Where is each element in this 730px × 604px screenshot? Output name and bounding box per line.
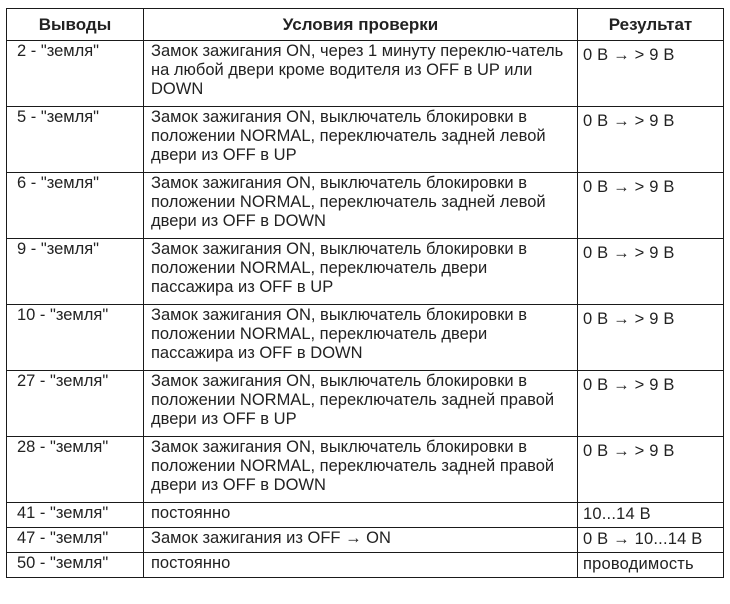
condition-cell: Замок зажигания ON, выключатель блокировки в положении NORMAL, переключатель задней левой двери из OFF в UP [144, 107, 578, 173]
table-row [7, 371, 724, 437]
table-row [7, 107, 724, 173]
pin-cell: 50 - "земля" [7, 553, 144, 578]
table-row [7, 553, 724, 578]
pin-cell: 5 - "земля" [7, 107, 144, 173]
condition-cell: Замок зажигания ON, через 1 минуту переклю-чатель на любой двери кроме водителя из OFF в UP или DOWN [144, 41, 578, 107]
condition-cell: Замок зажигания ON, выключатель блокировки в положении NORMAL, переключатель двери пассажира из OFF в DOWN [144, 305, 578, 371]
pin-cell: 41 - "земля" [7, 503, 144, 528]
result-cell: 0 В → > 9 В [578, 305, 724, 371]
pin-cell: 27 - "земля" [7, 371, 144, 437]
pin-cell: 6 - "земля" [7, 173, 144, 239]
result-cell: 0 В → > 9 В [578, 437, 724, 503]
result-cell: 0 В → > 9 В [578, 239, 724, 305]
condition-cell: Замок зажигания ON, выключатель блокировки в положении NORMAL, переключатель задней правой двери из OFF в DOWN [144, 437, 578, 503]
result-cell: 0 В → > 9 В [578, 107, 724, 173]
pin-cell: 2 - "земля" [7, 41, 144, 107]
table-row [7, 173, 724, 239]
condition-cell: Замок зажигания ON, выключатель блокировки в положении NORMAL, переключатель задней правой двери из OFF в UP [144, 371, 578, 437]
table-row [7, 528, 724, 553]
pin-cell: 9 - "земля" [7, 239, 144, 305]
table-row [7, 437, 724, 503]
result-cell: 0 В → 10...14 В [578, 528, 724, 553]
result-cell: 0 В → > 9 В [578, 41, 724, 107]
pin-cell: 47 - "земля" [7, 528, 144, 553]
condition-cell: Замок зажигания из OFF → ON [144, 528, 578, 553]
result-cell: 0 В → > 9 В [578, 173, 724, 239]
condition-cell: постоянно [144, 553, 578, 578]
pin-cell: 10 - "земля" [7, 305, 144, 371]
result-cell: 10...14 В [578, 503, 724, 528]
pin-cell: 28 - "земля" [7, 437, 144, 503]
header-pins: Выводы [7, 9, 144, 41]
table-row [7, 305, 724, 371]
check-table [6, 8, 724, 578]
table-row [7, 239, 724, 305]
result-cell: проводимость [578, 553, 724, 578]
header-result: Результат [578, 9, 724, 41]
condition-cell: Замок зажигания ON, выключатель блокировки в положении NORMAL, переключатель задней левой двери из OFF в DOWN [144, 173, 578, 239]
header-conditions: Условия проверки [144, 9, 578, 41]
table-row [7, 503, 724, 528]
condition-cell: Замок зажигания ON, выключатель блокировки в положении NORMAL, переключатель двери пассажира из OFF в UP [144, 239, 578, 305]
header-row [7, 9, 724, 41]
condition-cell: постоянно [144, 503, 578, 528]
result-cell: 0 В → > 9 В [578, 371, 724, 437]
table-row [7, 41, 724, 107]
